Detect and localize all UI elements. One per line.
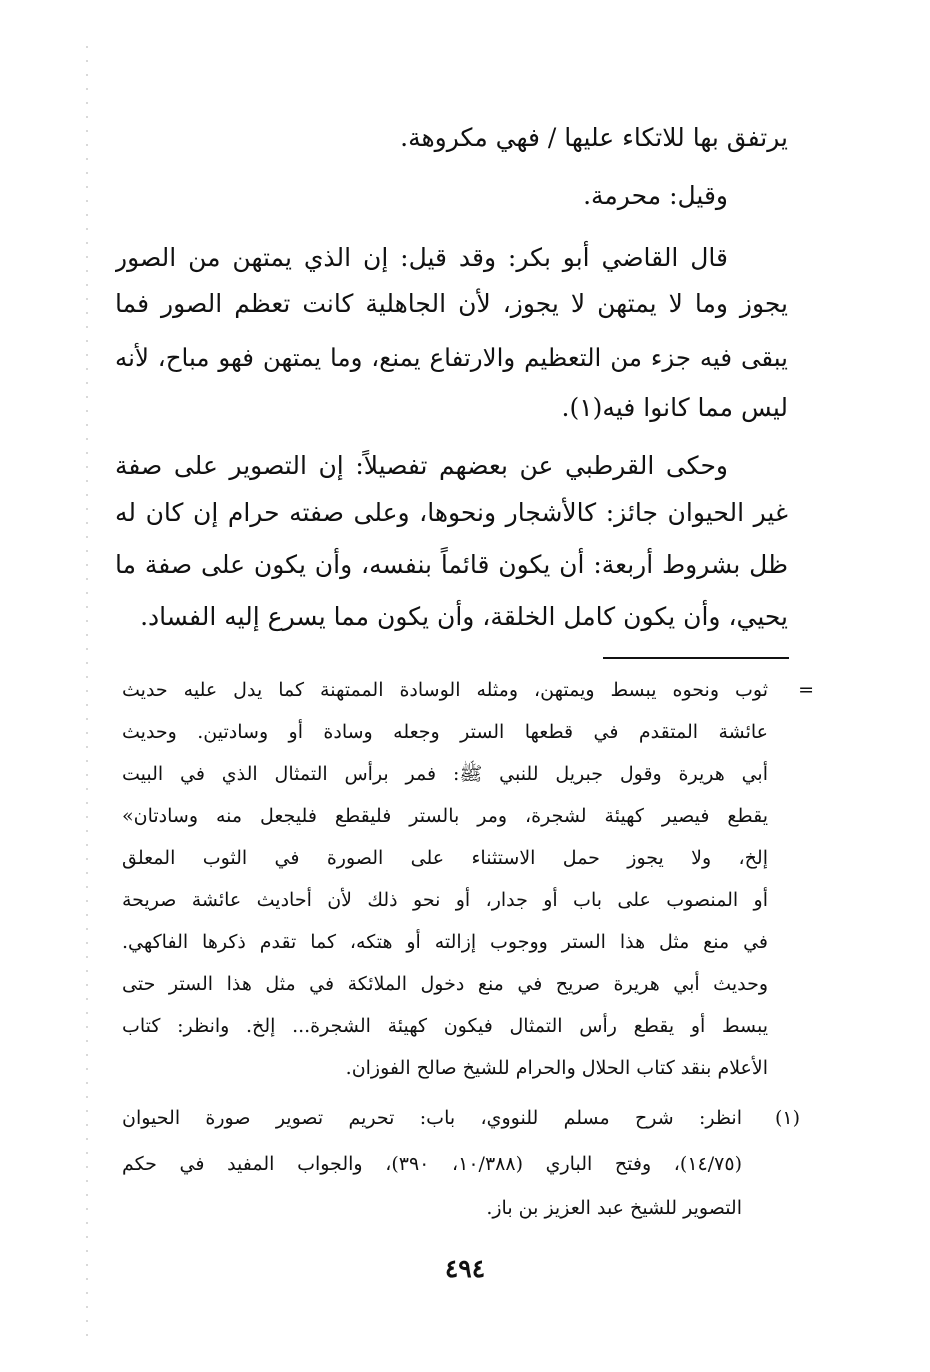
footnote-line: يقطع فيصير كهيئة لشجرة، ومر بالستر فليقطع فليجعل منه وسادتان»	[122, 805, 768, 827]
footnote-line: ثوب ونحوه يبسط ويمتهن، ومثله الوسادة الممتهنة كما يدل عليه حديث	[122, 679, 768, 701]
footnote-1-marker: (١)	[774, 1107, 800, 1129]
footnote-line: (١٤/٧٥)، وفتح الباري (١٠/٣٨٨، ٣٩٠)، والجواب المفيد في حكم	[122, 1153, 742, 1175]
footnote-line: يبسط أو يقطع رأس التمثال فيكون كهيئة الشجرة... إلخ. وانظر: كتاب	[122, 1015, 768, 1037]
body-line-5: يبقى فيه جزء من التعظيم والارتفاع يمنع، وما يمتهن فهو مباح، لأنه	[115, 343, 788, 372]
footnote-separator	[603, 657, 789, 659]
body-line-1: يرتفق بها للاتكاء عليها / فهي مكروهة.	[400, 123, 788, 152]
footnote-line: أو المنصوب على باب أو جدار، أو نحو ذلك لأن أحاديث عائشة صريحة	[122, 889, 768, 911]
footnote-line: الأعلام بنقد كتاب الحلال والحرام للشيخ صالح الفوزان.	[345, 1057, 768, 1079]
footnote-line: انظر: شرح مسلم للنووي، باب: تحريم تصوير صورة الحيوان	[122, 1107, 742, 1129]
body-line-3: قال القاضي أبو بكر: وقد قيل: إن الذي يمتهن من الصور	[115, 243, 728, 272]
body-line-4: يجوز وما لا يمتهن لا يجوز، لأن الجاهلية كانت تعظم الصور فما	[115, 289, 788, 318]
footnote-line: عائشة المتقدم في قطعها الستر وجعله وسادة أو وسادتين. وحديث	[122, 721, 768, 743]
footnote-line: التصوير للشيخ عبد العزيز بن باز.	[486, 1197, 742, 1219]
footnote-line: في منع مثل هذا الستر ووجوب إزالته أو هتكه، كما تقدم ذكرها الفاكهي.	[122, 931, 768, 953]
body-line-7: وحكى القرطبي عن بعضهم تفصيلاً: إن التصوير على صفة	[115, 451, 728, 480]
body-line-8: غير الحيوان جائز: كالأشجار ونحوها، وعلى صفته حرام إن كان له	[115, 498, 788, 527]
body-line-2: وقيل: محرمة.	[583, 181, 728, 210]
body-line-9: ظل بشروط أربعة: أن يكون قائماً بنفسه، وأن يكون على صفة ما	[115, 550, 788, 579]
footnote-line: إلخ، ولا يجوز حمل الاستثناء على الصورة في الثوب المعلق	[122, 847, 768, 869]
body-line-10: يحيي، وأن يكون كامل الخلقة، وأن يكون مما يسرع إليه الفساد.	[140, 602, 788, 631]
footnote-continuation-marker: =	[798, 679, 814, 701]
body-line-6: ليس مما كانوا فيه(١).	[561, 393, 788, 422]
scan-edge-dots	[86, 40, 88, 1340]
page-number: ٤٩٤	[444, 1254, 486, 1283]
footnote-line: أبي هريرة وقول جبريل للنبي ﷺ: فمر برأس التمثال الذي في البيت	[122, 763, 768, 785]
footnote-line: وحديث أبي هريرة صريح في منع دخول الملائكة في مثل هذا الستر حتى	[122, 973, 768, 995]
